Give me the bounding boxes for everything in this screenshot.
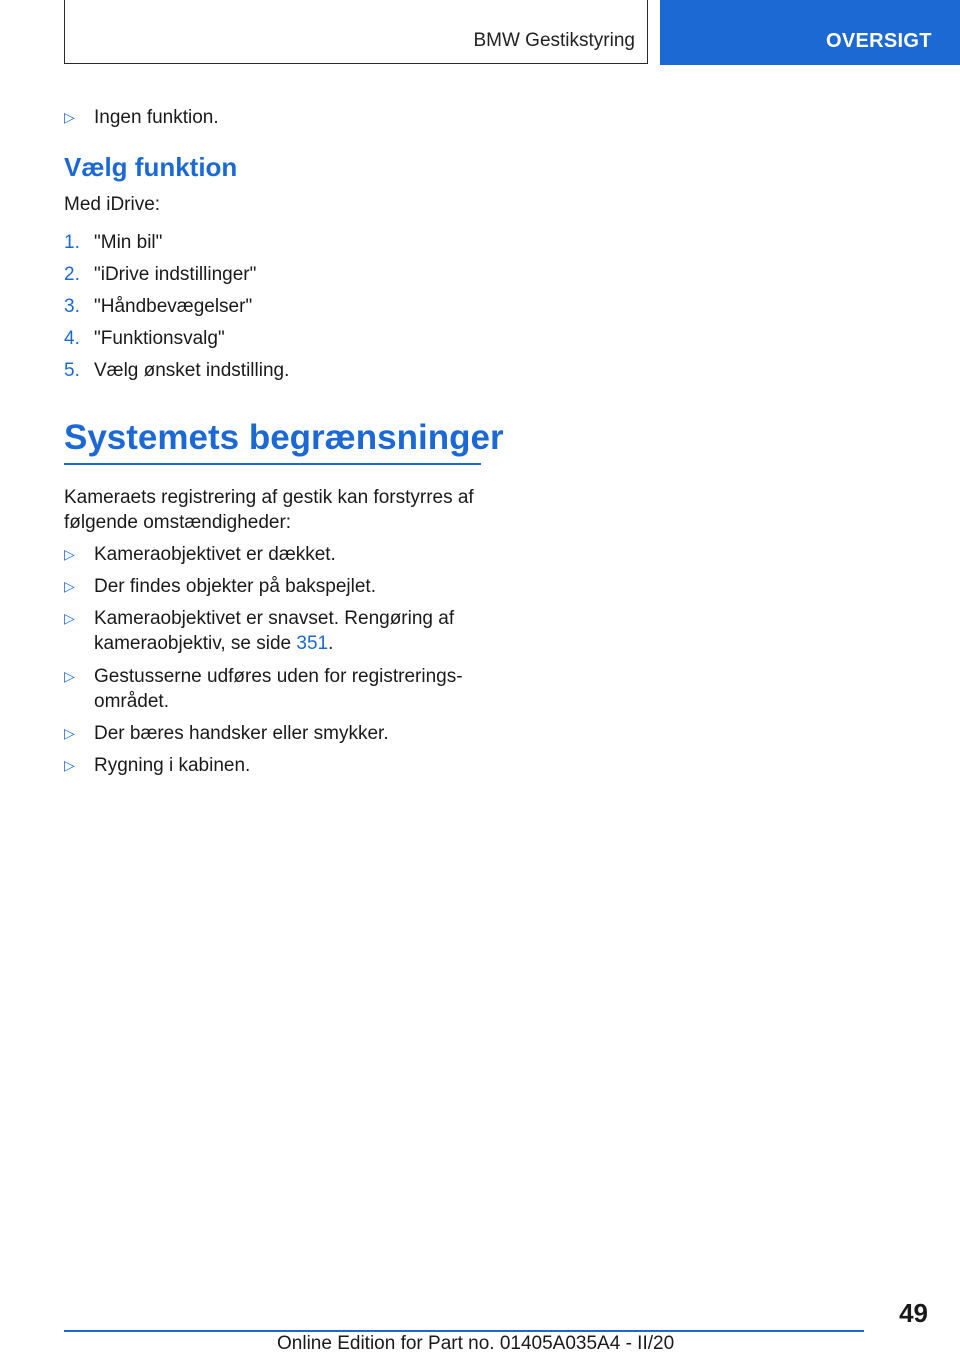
triangle-bullet-icon: ▷ xyxy=(64,546,75,562)
subheading-select-function: Vælg funktion xyxy=(64,152,238,182)
section-title: BMW Gestikstyring xyxy=(473,30,635,51)
step-text: "Håndbevægelser" xyxy=(94,296,253,317)
bullet-text: Gestusserne udføres uden for registrerings- xyxy=(94,666,463,687)
step-text: "iDrive indstillinger" xyxy=(94,264,257,285)
bullet-text: kameraobjektiv, se side xyxy=(94,633,297,654)
page-number: 49 xyxy=(899,1298,928,1328)
triangle-bullet-icon: ▷ xyxy=(64,578,75,594)
step-number: 5. xyxy=(64,360,80,381)
heading-underline xyxy=(64,463,481,465)
section-tab-oversigt[interactable] xyxy=(660,0,960,65)
triangle-bullet-icon: ▷ xyxy=(64,668,75,684)
bullet-text: Kameraobjektivet er snavset. Rengøring af xyxy=(94,608,455,629)
edition-text: Online Edition for Part no. 01405A035A4 - II/20 xyxy=(277,1333,675,1354)
lead-text: Med iDrive: xyxy=(64,194,161,215)
tab-label: OVERSIGT xyxy=(826,30,932,52)
footer-divider xyxy=(64,1330,864,1332)
step-number: 1. xyxy=(64,232,80,253)
header-box xyxy=(64,0,648,64)
step-text: Vælg ønsket indstilling. xyxy=(94,360,290,381)
bullet-text: Rygning i kabinen. xyxy=(94,755,251,776)
step-number: 2. xyxy=(64,264,80,285)
bullet-text: området. xyxy=(94,691,169,712)
bullet-text-suffix: . xyxy=(328,633,334,654)
triangle-bullet-icon: ▷ xyxy=(64,109,75,125)
step-number: 4. xyxy=(64,328,80,349)
bullet-text: Der bæres handsker eller smykker. xyxy=(94,723,389,744)
triangle-bullet-icon: ▷ xyxy=(64,610,75,626)
step-text: "Min bil" xyxy=(94,232,163,253)
bullet-text: Der findes objekter på bakspejlet. xyxy=(94,576,376,597)
lead-text-line-1: Kameraets registrering af gestik kan forstyrres af xyxy=(64,487,474,508)
bullet-text: Kameraobjektivet er dækket. xyxy=(94,544,336,565)
step-text: "Funktionsvalg" xyxy=(94,328,225,349)
bullet-text: Ingen funktion. xyxy=(94,107,219,128)
step-number: 3. xyxy=(64,296,80,317)
triangle-bullet-icon: ▷ xyxy=(64,725,75,741)
triangle-bullet-icon: ▷ xyxy=(64,757,75,773)
page-reference-link[interactable]: 351 xyxy=(296,633,329,654)
heading-system-limitations: Systemets begrænsninger xyxy=(64,418,504,457)
lead-text-line-2: følgende omstændigheder: xyxy=(64,512,292,533)
